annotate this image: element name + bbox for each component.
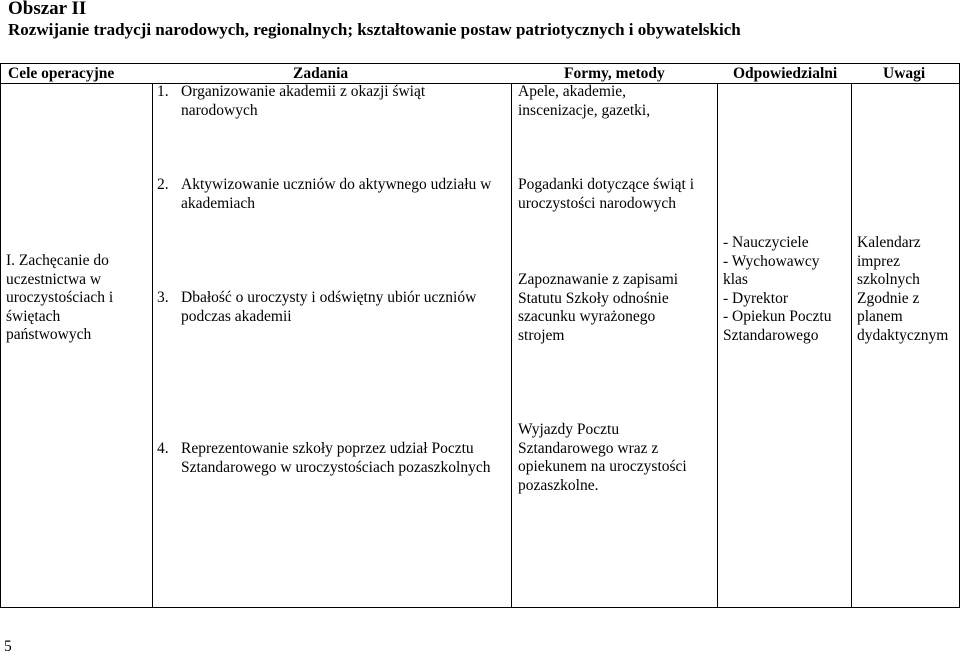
col-divider-responsible: [851, 83, 852, 608]
task-forms-1: Apele, akademie, inscenizacje, gazetki,: [518, 83, 651, 119]
task-forms-2: Pogadanki dotyczące świąt i uroczystości narodowych: [518, 176, 695, 212]
header-tasks: Zadania: [293, 65, 349, 82]
header-bottom-border: [0, 83, 960, 84]
task-text-2: Aktywizowanie uczniów do aktywnego udziału w akademiach: [181, 176, 492, 212]
table-top-border: [0, 63, 960, 64]
notes-text: Kalendarz imprez szkolnych Zgodnie z planem dydaktycznym: [857, 234, 949, 344]
section-title: Obszar II: [8, 0, 87, 19]
goal-text: I. Zachęcanie do uczestnictwa w uroczystościach i świętach państwowych: [6, 252, 114, 343]
page-number: 5: [4, 638, 12, 655]
task-number-1: 1.: [157, 83, 169, 100]
task-text-1: Organizowanie akademii z okazji świąt narodowych: [181, 83, 426, 119]
table-left-border: [0, 63, 1, 608]
col-divider-forms: [717, 83, 718, 608]
col-divider-goals: [152, 83, 153, 608]
section-subtitle: Rozwijanie tradycji narodowych, regionalnych; kształtowanie postaw patriotycznych i obywatelskich: [8, 20, 741, 39]
task-forms-3: Zapoznawanie z zapisami Statutu Szkoły odnośnie szacunku wyrażonego strojem: [518, 271, 679, 344]
header-responsible: Odpowiedzialni: [733, 65, 838, 82]
task-forms-4: Wyjazdy Pocztu Sztandarowego wraz z opiekunem na uroczystości pozaszkolne.: [518, 421, 687, 494]
header-goals: Cele operacyjne: [8, 65, 115, 82]
col-divider-tasks: [511, 83, 512, 608]
table-bottom-border: [0, 607, 960, 608]
task-number-4: 4.: [157, 440, 169, 457]
header-notes: Uwagi: [883, 65, 926, 82]
header-forms: Formy, metody: [564, 65, 665, 82]
task-number-2: 2.: [157, 176, 169, 193]
task-text-3: Dbałość o uroczysty i odświętny ubiór uczniów podczas akademii: [181, 289, 477, 325]
task-number-3: 3.: [157, 289, 169, 306]
responsible-text: - Nauczyciele - Wychowawcy klas - Dyrektor - Opiekun Pocztu Sztandarowego: [723, 234, 832, 344]
task-text-4: Reprezentowanie szkoły poprzez udział Pocztu Sztandarowego w uroczystościach pozaszkolnych: [181, 440, 491, 476]
